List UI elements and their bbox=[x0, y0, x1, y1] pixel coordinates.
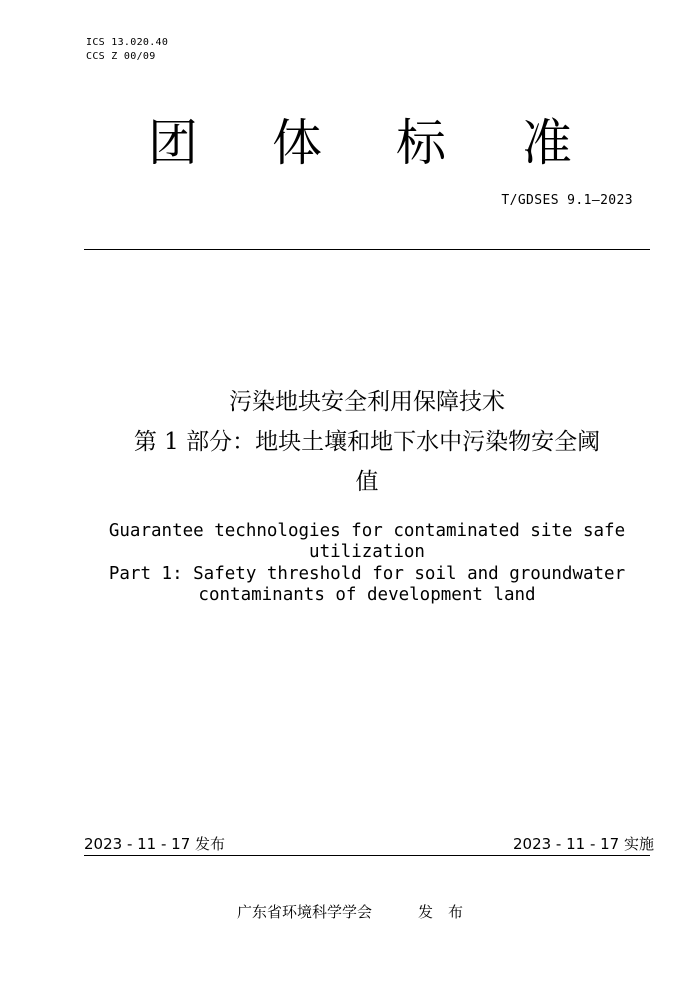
english-title-line: Part 1: Safety threshold for soil and groundwater bbox=[108, 564, 626, 584]
standard-code: T/GDSES 9.1—2023 bbox=[501, 193, 633, 208]
ics-code: ICS 13.020.40 bbox=[86, 37, 169, 48]
english-title-line: Guarantee technologies for contaminated site safe bbox=[108, 521, 626, 541]
header-divider bbox=[84, 249, 650, 250]
english-title-line: contaminants of development land bbox=[198, 585, 536, 605]
standard-type-char: 体 bbox=[272, 114, 322, 172]
chinese-title-line: 污染地块安全利用保障技术 bbox=[229, 389, 505, 415]
ccs-code: CCS Z 00/09 bbox=[86, 51, 156, 62]
standard-type-char: 标 bbox=[396, 114, 446, 172]
chinese-title-line: 第 1 部分：地块土壤和地下水中污染物安全阈 bbox=[133, 429, 601, 455]
footer-divider bbox=[84, 855, 650, 856]
chinese-title-line: 值 bbox=[355, 469, 379, 495]
standard-type-char: 准 bbox=[522, 114, 572, 172]
standard-type-char: 团 bbox=[148, 114, 198, 172]
issuer-action: 发 布 bbox=[418, 903, 464, 921]
implement-date: 2023 - 11 - 17 实施 bbox=[512, 835, 654, 853]
issuer-name: 广东省环境科学学会 bbox=[236, 903, 372, 921]
publish-date: 2023 - 11 - 17 发布 bbox=[84, 835, 226, 853]
issuer-line bbox=[0, 902, 700, 922]
english-title-line: utilization bbox=[309, 542, 425, 562]
